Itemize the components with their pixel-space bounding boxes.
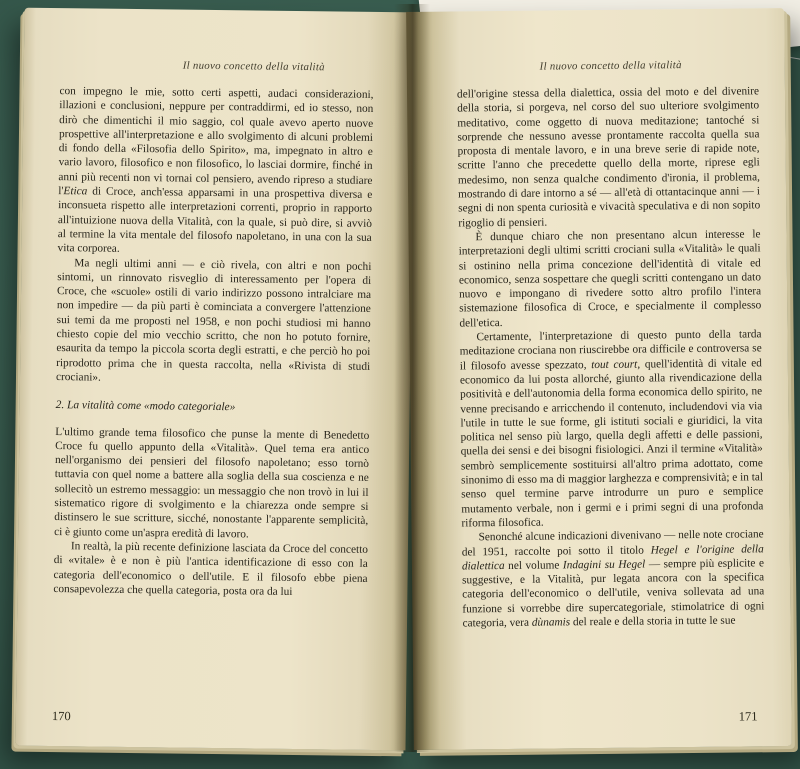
paragraph: È dunque chiaro che non presentano alcun interesse le interpretazioni degli ultimi scritti crociani sulla «Vitalità» le quali si ostinino nella prima concezione dell'identità di vitale ed economico, senza sospettare che quegli scritti contengano un dato nuovo e impongano di rivedere sotto altro profilo l'intera sistemazione filosofica di Croce, e specialmente il complesso dell'etica.: [458, 228, 762, 330]
page-number: 170: [51, 709, 71, 724]
left-page-body: [53, 84, 373, 600]
right-page: [406, 8, 792, 750]
running-header: Il nuovo concetto della vitalità: [182, 59, 325, 74]
paragraph: L'ultimo grande tema filosofico che punse la mente di Benedetto Croce fu quello appunto della «Vitalità». Quel tema era antico nell'organismo dei pensieri del filosofo napoletano; esso tornò tuttavia con quel nome a battere alla soglia della sua coscienza e ne sollecitò un estremo messaggio: un messaggio che non trovò in lui il sistematico rigore di svolgimento e la chiarezza onde sempre si distinsero le sue scritture, sicché, nonostante l'apparente semplicità, ci è giunto come un'aspra eredità di lavoro.: [54, 425, 370, 541]
paragraph: con impegno le mie, sotto certi aspetti, audaci considerazioni, illazioni e conclusioni, neppure per contraddirmi, ed io stesso, non dirò che dimentichi il mio saggio, col quale avevo aperto nuove prospettive all'interpretazione e allo svolgimento di alcuni problemi di fondo della «Filosofia dello Spirito», ma, impegnato in altro e vario lavoro, filosofico e non filosofico, lo lasciai dormire, finché in anni più recenti non vi tornai col pensiero, avendo ripreso a studiare l'Etica di Croce, anch'essa apparsami in una prospettiva diversa e inconsueta rispetto alle interpretazioni correnti, proprio in rapporto all'intuizione nuova della Vitalità, con la quale, si può dire, si avviò al termine la vita mentale del filosofo napoletano, in una con la sua vita corporea.: [57, 85, 374, 256]
paragraph: Senonché alcune indicazioni divenivano — nelle note crociane del 1951, raccolte poi sotto il titolo Hegel e l'origine della dialettica nel volume Indagini su Hegel — sempre più esplicite e suggestive, e la Vitalità, pur legata ancora con la specifica categoria dell'economico o dell'utile, veniva sollevata ad una funzione si vorrebbe dire supercategoriale, stimolatrice di ogni categoria, vera dùnamis del reale e della storia in tutte le sue: [461, 528, 765, 630]
paragraph: dell'origine stessa della dialettica, ossia del moto e del divenire della storia, si porgeva, nel corso del suo ulteriore svolgimento meditativo, come oggetto di nuova meditazione; tantoché si sorprende che nessuno avesse prontamente raccolta quella sua proposta di mentale lavoro, e in una breve serie di rapide note, scritte l'anno che precedette quello della morte, riprese egli medesimo, non senza qualche condimento d'ironia, il problema, mostrando di dare intorno a sé — all'età di ottantacinque anni — i segni di non spenta curiosità e vivacità speculativa e di non sopito rigoglio di pensieri.: [456, 85, 761, 230]
running-header: Il nuovo concetto della vitalità: [539, 59, 682, 73]
left-page: [16, 8, 415, 751]
paragraph: Ma negli ultimi anni — e ciò rivela, con altri e non pochi sintomi, un rinnovato risveglio di interessamento per l'opera di Croce, che «scuole» ostili di vario indirizzo possono intralciare ma non impedire — da più parti è cominciata a convergere l'attenzione sui temi da me proposti nel 1958, e non pochi studiosi mi hanno chiesto copie del mio vecchio scritto, che non ho potuto fornire, esaurita da tempo la piccola scorta degli estratti, e che perciò ho poi riprodotto prima che in questa raccolta, nella «Rivista di studi crociani».: [55, 256, 372, 384]
page-number: 171: [738, 709, 758, 724]
paragraph: Certamente, l'interpretazione di questo punto della tarda meditazione crociana non riuscirebbe ora difficile e controversa se il filosofo avesse spezzato, tout court, quell'identità di vitale ed economico da lui posta allorché, giunto alla rivendicazione della positività e dell'autonomia della forma economica dello spirito, ne venne precisando e arricchendo il contenuto, includendovi via via l'utile in tutte le sue forme, gli istituti sociali e giuridici, la vita politica nel senso più largo, quella degli affetti e delle passioni, quella dei sensi e dei bisogni fisiologici. Anzi il termine «Vitalità» sembrò semplicemente sostituirsi all'altro prima adottato, come sinonimo di esso ma di maggior larghezza e comprensività; e in tal senso quel termine parve introdurre un puro e semplice mutamento verbale, non i germi e i primi segni di una profonda riforma filosofica.: [459, 328, 764, 530]
paragraph: In realtà, la più recente definizione lasciata da Croce del concetto di «vitale» è e non è più l'antica identificazione di esso con la categoria dell'economico o dell'utile. E il filosofo ebbe piena consapevolezza che quella categoria, posta ora da lui: [53, 540, 368, 598]
right-page-body: [457, 84, 765, 630]
section-heading: 2. La vitalità come «modo categoriale»: [55, 399, 236, 414]
